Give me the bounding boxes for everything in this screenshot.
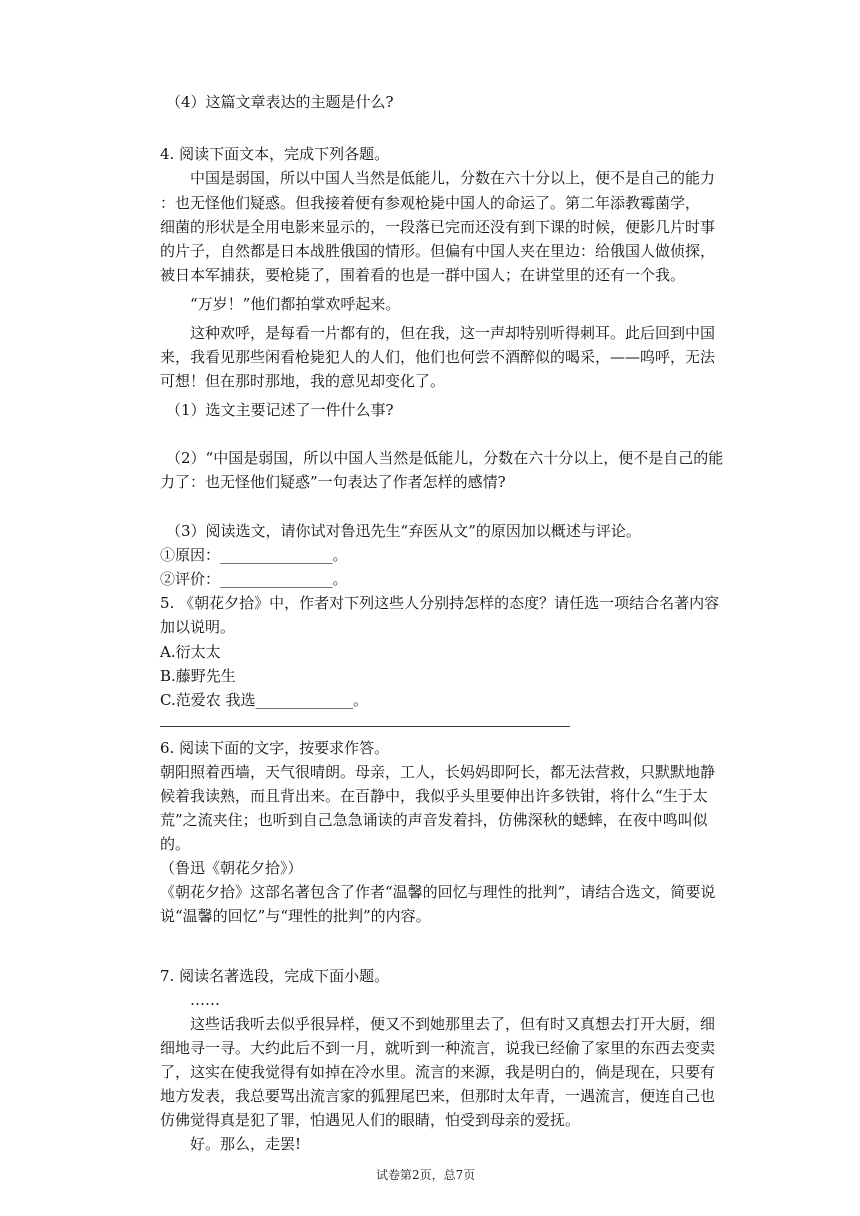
q5-option-a: A.衍太太 xyxy=(160,643,221,661)
q4-para1-line: 中国是弱国，所以中国人当然是低能儿，分数在六十分以上，便不是自己的能力 xyxy=(190,169,716,187)
q7-para-line: 了，这实在使我觉得有如掉在冷水里。流言的来源，我是明白的，倘是现在，只要有 xyxy=(160,1063,716,1081)
q4-comment-blank: ②评价：_______________。 xyxy=(160,570,348,588)
q4-para2: “万岁！”他们都拍掌欢呼起来。 xyxy=(190,295,401,313)
q3-part4: （4）这篇文章表达的主题是什么? xyxy=(166,93,394,111)
q7-last-line: 好。那么，走罢! xyxy=(190,1135,302,1153)
q4-para1-line: 被日本军捕获，要枪毙了，围着看的也是一群中国人；在讲堂里的还有一个我。 xyxy=(160,266,686,284)
page-footer: 试卷第2页，总7页 xyxy=(376,1168,476,1182)
q6-passage-line: 的。 xyxy=(160,835,191,853)
q4-para1-line: 的片子，自然都是日本战胜俄国的情形。但偏有中国人夹在里边：给俄国人做侦探， xyxy=(160,242,716,260)
q7-para-line: 这些话我听去似乎很异样，便又不到她那里去了，但有时又真想去打开大厨，细 xyxy=(190,1015,716,1033)
q7-ellipsis: …… xyxy=(190,991,220,1009)
q5-question-line: 5. 《朝花夕拾》中，作者对下列这些人分别持怎样的态度？请任选一项结合名著内容 xyxy=(160,594,720,612)
q7-heading: 7. 阅读名著选段，完成下面小题。 xyxy=(160,967,390,985)
q4-para3-line: 可想！但在那时那地，我的意见却变化了。 xyxy=(160,372,446,390)
q6-question-line: 说“温馨的回忆”与“理性的批判”的内容。 xyxy=(160,907,431,925)
q6-question-line: 《朝花夕拾》这部名著包含了作者“温馨的回忆与理性的批判”，请结合选文，简要说 xyxy=(160,883,716,901)
q6-passage-line: 朝阳照着西墙，天气很晴朗。母亲，工人，长妈妈即阿长，都无法营救，只默默地静 xyxy=(160,763,716,781)
q5-question-line: 加以说明。 xyxy=(160,618,236,636)
q4-sub2-line: （2）“中国是弱国，所以中国人当然是低能儿，分数在六十分以上，便不是自己的能 xyxy=(166,449,724,467)
q7-para-line: 地方发表，我总要骂出流言家的狐狸尾巴来，但那时太年青，一遇流言，便连自己也 xyxy=(160,1087,716,1105)
q4-sub1: （1）选文主要记述了一件什么事? xyxy=(166,401,394,419)
q4-para1-line: ：也无怪他们疑惑。但我接着便有参观枪毙中国人的命运了。第二年添教霉菌学， xyxy=(160,194,701,212)
q6-passage-line: 荒”之流夹住；也听到自己急急诵读的声音发着抖，仿佛深秋的蟋蟀，在夜中鸣叫似 xyxy=(160,811,708,829)
q4-reason-blank: ①原因：_______________。 xyxy=(160,546,348,564)
q5-option-b: B.藤野先生 xyxy=(160,667,236,685)
q5-answer-line xyxy=(160,726,570,727)
q4-para3-line: 这种欢呼，是每看一片都有的，但在我，这一声却特别听得刺耳。此后回到中国 xyxy=(190,324,716,342)
q4-para1-line: 细菌的形状是全用电影来显示的，一段落已完而还没有到下课的时候，便影几片时事 xyxy=(160,218,716,236)
q6-source: （鲁迅《朝花夕拾》） xyxy=(160,859,303,877)
q5-option-c: C.范爱农 我选_____________。 xyxy=(160,691,368,709)
q6-heading: 6. 阅读下面的文字，按要求作答。 xyxy=(160,739,390,757)
q6-passage-line: 候着我读熟，而且背出来。在百静中，我似乎头里要伸出许多铁钳，将什么“生于太 xyxy=(160,787,708,805)
q7-para-line: 仿佛觉得真是犯了罪，怕遇见人们的眼睛，怕受到母亲的爱抚。 xyxy=(160,1111,581,1129)
q4-para3-line: 来，我看见那些闲看枪毙犯人的人们，他们也何尝不酒醉似的喝采，——呜呼，无法 xyxy=(160,348,716,366)
q4-heading: 4. 阅读下面文本，完成下列各题。 xyxy=(160,145,390,163)
q7-para-line: 细地寻一寻。大约此后不到一月，就听到一种流言，说我已经偷了家里的东西去变卖 xyxy=(160,1039,716,1057)
q4-sub3: （3）阅读选文，请你试对鲁迅先生“弃医从文”的原因加以概述与评论。 xyxy=(166,522,641,540)
q4-sub2-line: 力了：也无怪他们疑惑”一句表达了作者怎样的感情? xyxy=(160,473,506,491)
